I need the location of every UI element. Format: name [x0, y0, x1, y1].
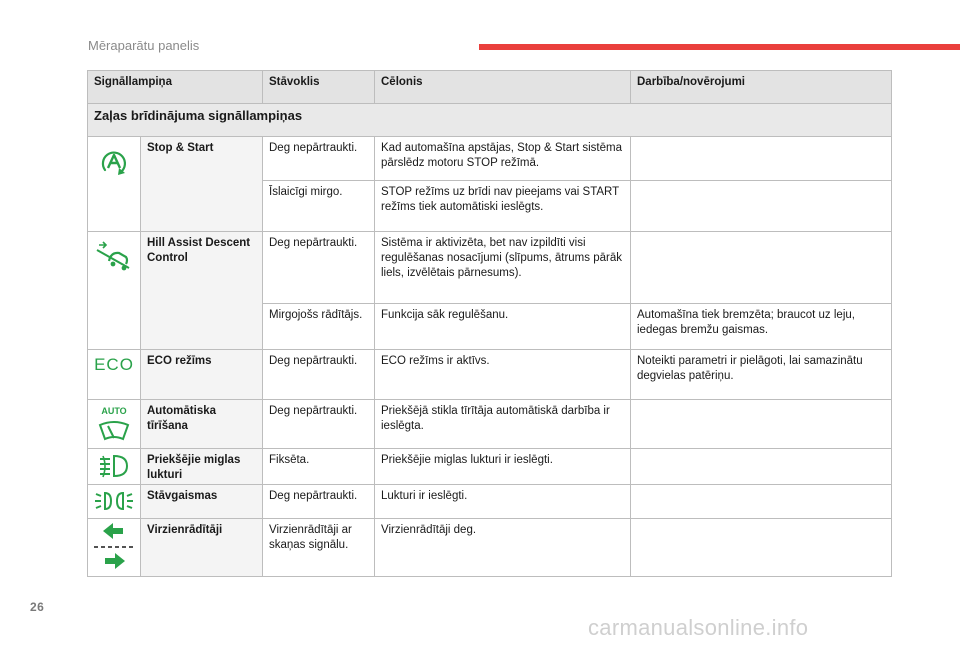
- header-accent-bar: [479, 44, 960, 50]
- lamp-name: Virzienrādītāji: [141, 519, 263, 577]
- state-cell: Deg nepārtraukti.: [263, 350, 375, 400]
- state-cell: Deg nepārtraukti.: [263, 232, 375, 304]
- cause-cell: Kad automašīna apstājas, Stop & Start sistēma pārslēdz motoru STOP režīmā.: [375, 137, 631, 181]
- action-cell: [631, 400, 892, 449]
- section-title: Zaļas brīdinājuma signāllampiņas: [88, 104, 892, 137]
- lamp-name: Hill Assist Descent Control: [141, 232, 263, 350]
- action-cell: Automašīna tiek bremzēta; braucot uz leju, iedegas bremžu gaismas.: [631, 304, 892, 350]
- cause-cell: Priekšējā stikla tīrītāja automātiskā darbība ir ieslēgta.: [375, 400, 631, 449]
- sidelights-icon: [93, 489, 135, 513]
- col-header-action: Darbība/novērojumi: [631, 71, 892, 104]
- table-row: [88, 232, 892, 304]
- action-cell: [631, 485, 892, 519]
- lamp-name: Priekšējie miglas lukturi: [141, 449, 263, 485]
- page-header-title: Mēraparātu panelis: [88, 38, 200, 53]
- table-row: [88, 519, 892, 577]
- state-cell: Deg nepārtraukti.: [263, 400, 375, 449]
- state-cell: Virzienrādītāji ar skaņas signālu.: [263, 519, 375, 577]
- action-cell: [631, 449, 892, 485]
- col-header-state: Stāvoklis: [263, 71, 375, 104]
- state-cell: Mirgojošs rādītājs.: [263, 304, 375, 350]
- cause-cell: Priekšējie miglas lukturi ir ieslēgti.: [375, 449, 631, 485]
- table-row: [88, 137, 892, 181]
- state-cell: Deg nepārtraukti.: [263, 137, 375, 181]
- hill-descent-icon: [94, 240, 134, 272]
- action-cell: [631, 137, 892, 181]
- stop-start-icon: [97, 146, 131, 180]
- action-cell: Noteikti parametri ir pielāgoti, lai samazinātu degvielas patēriņu.: [631, 350, 892, 400]
- eco-icon: ECO: [94, 355, 134, 374]
- table-header-row: [88, 71, 892, 104]
- front-fog-icon: [97, 453, 131, 479]
- action-cell: [631, 519, 892, 577]
- page-number: 26: [30, 600, 45, 614]
- cause-cell: STOP režīms uz brīdi nav pieejams vai START režīms tiek automātiski ieslēgts.: [375, 181, 631, 232]
- cause-cell: Sistēma ir aktivizēta, bet nav izpildīti visi regulēšanas nosacījumi (slīpums, ātrums pārāk liels, izvēlētais pārnesums).: [375, 232, 631, 304]
- col-header-lamp: Signāllampiņa: [88, 71, 263, 104]
- section-row: [88, 104, 892, 137]
- action-cell: [631, 181, 892, 232]
- state-cell: Īslaicīgi mirgo.: [263, 181, 375, 232]
- lamp-name: ECO režīms: [141, 350, 263, 400]
- lamp-name: Automātiska tīrīšana: [141, 400, 263, 449]
- table-row: [88, 449, 892, 485]
- cause-cell: Lukturi ir ieslēgti.: [375, 485, 631, 519]
- state-cell: Fiksēta.: [263, 449, 375, 485]
- turn-signal-icon: [91, 521, 137, 571]
- table-row: [88, 485, 892, 519]
- lamp-name: Stop & Start: [141, 137, 263, 232]
- table-row: [88, 400, 892, 449]
- cause-cell: ECO režīms ir aktīvs.: [375, 350, 631, 400]
- watermark: carmanualsonline.info: [588, 615, 809, 640]
- auto-wiper-label: AUTO: [101, 406, 127, 416]
- cause-cell: Funkcija sāk regulēšanu.: [375, 304, 631, 350]
- table-row: [88, 350, 892, 400]
- lamp-name: Stāvgaismas: [141, 485, 263, 519]
- warning-lamps-table: [87, 70, 892, 577]
- cause-cell: Virzienrādītāji deg.: [375, 519, 631, 577]
- auto-wiper-icon: [97, 419, 131, 443]
- state-cell: Deg nepārtraukti.: [263, 485, 375, 519]
- col-header-cause: Cēlonis: [375, 71, 631, 104]
- action-cell: [631, 232, 892, 304]
